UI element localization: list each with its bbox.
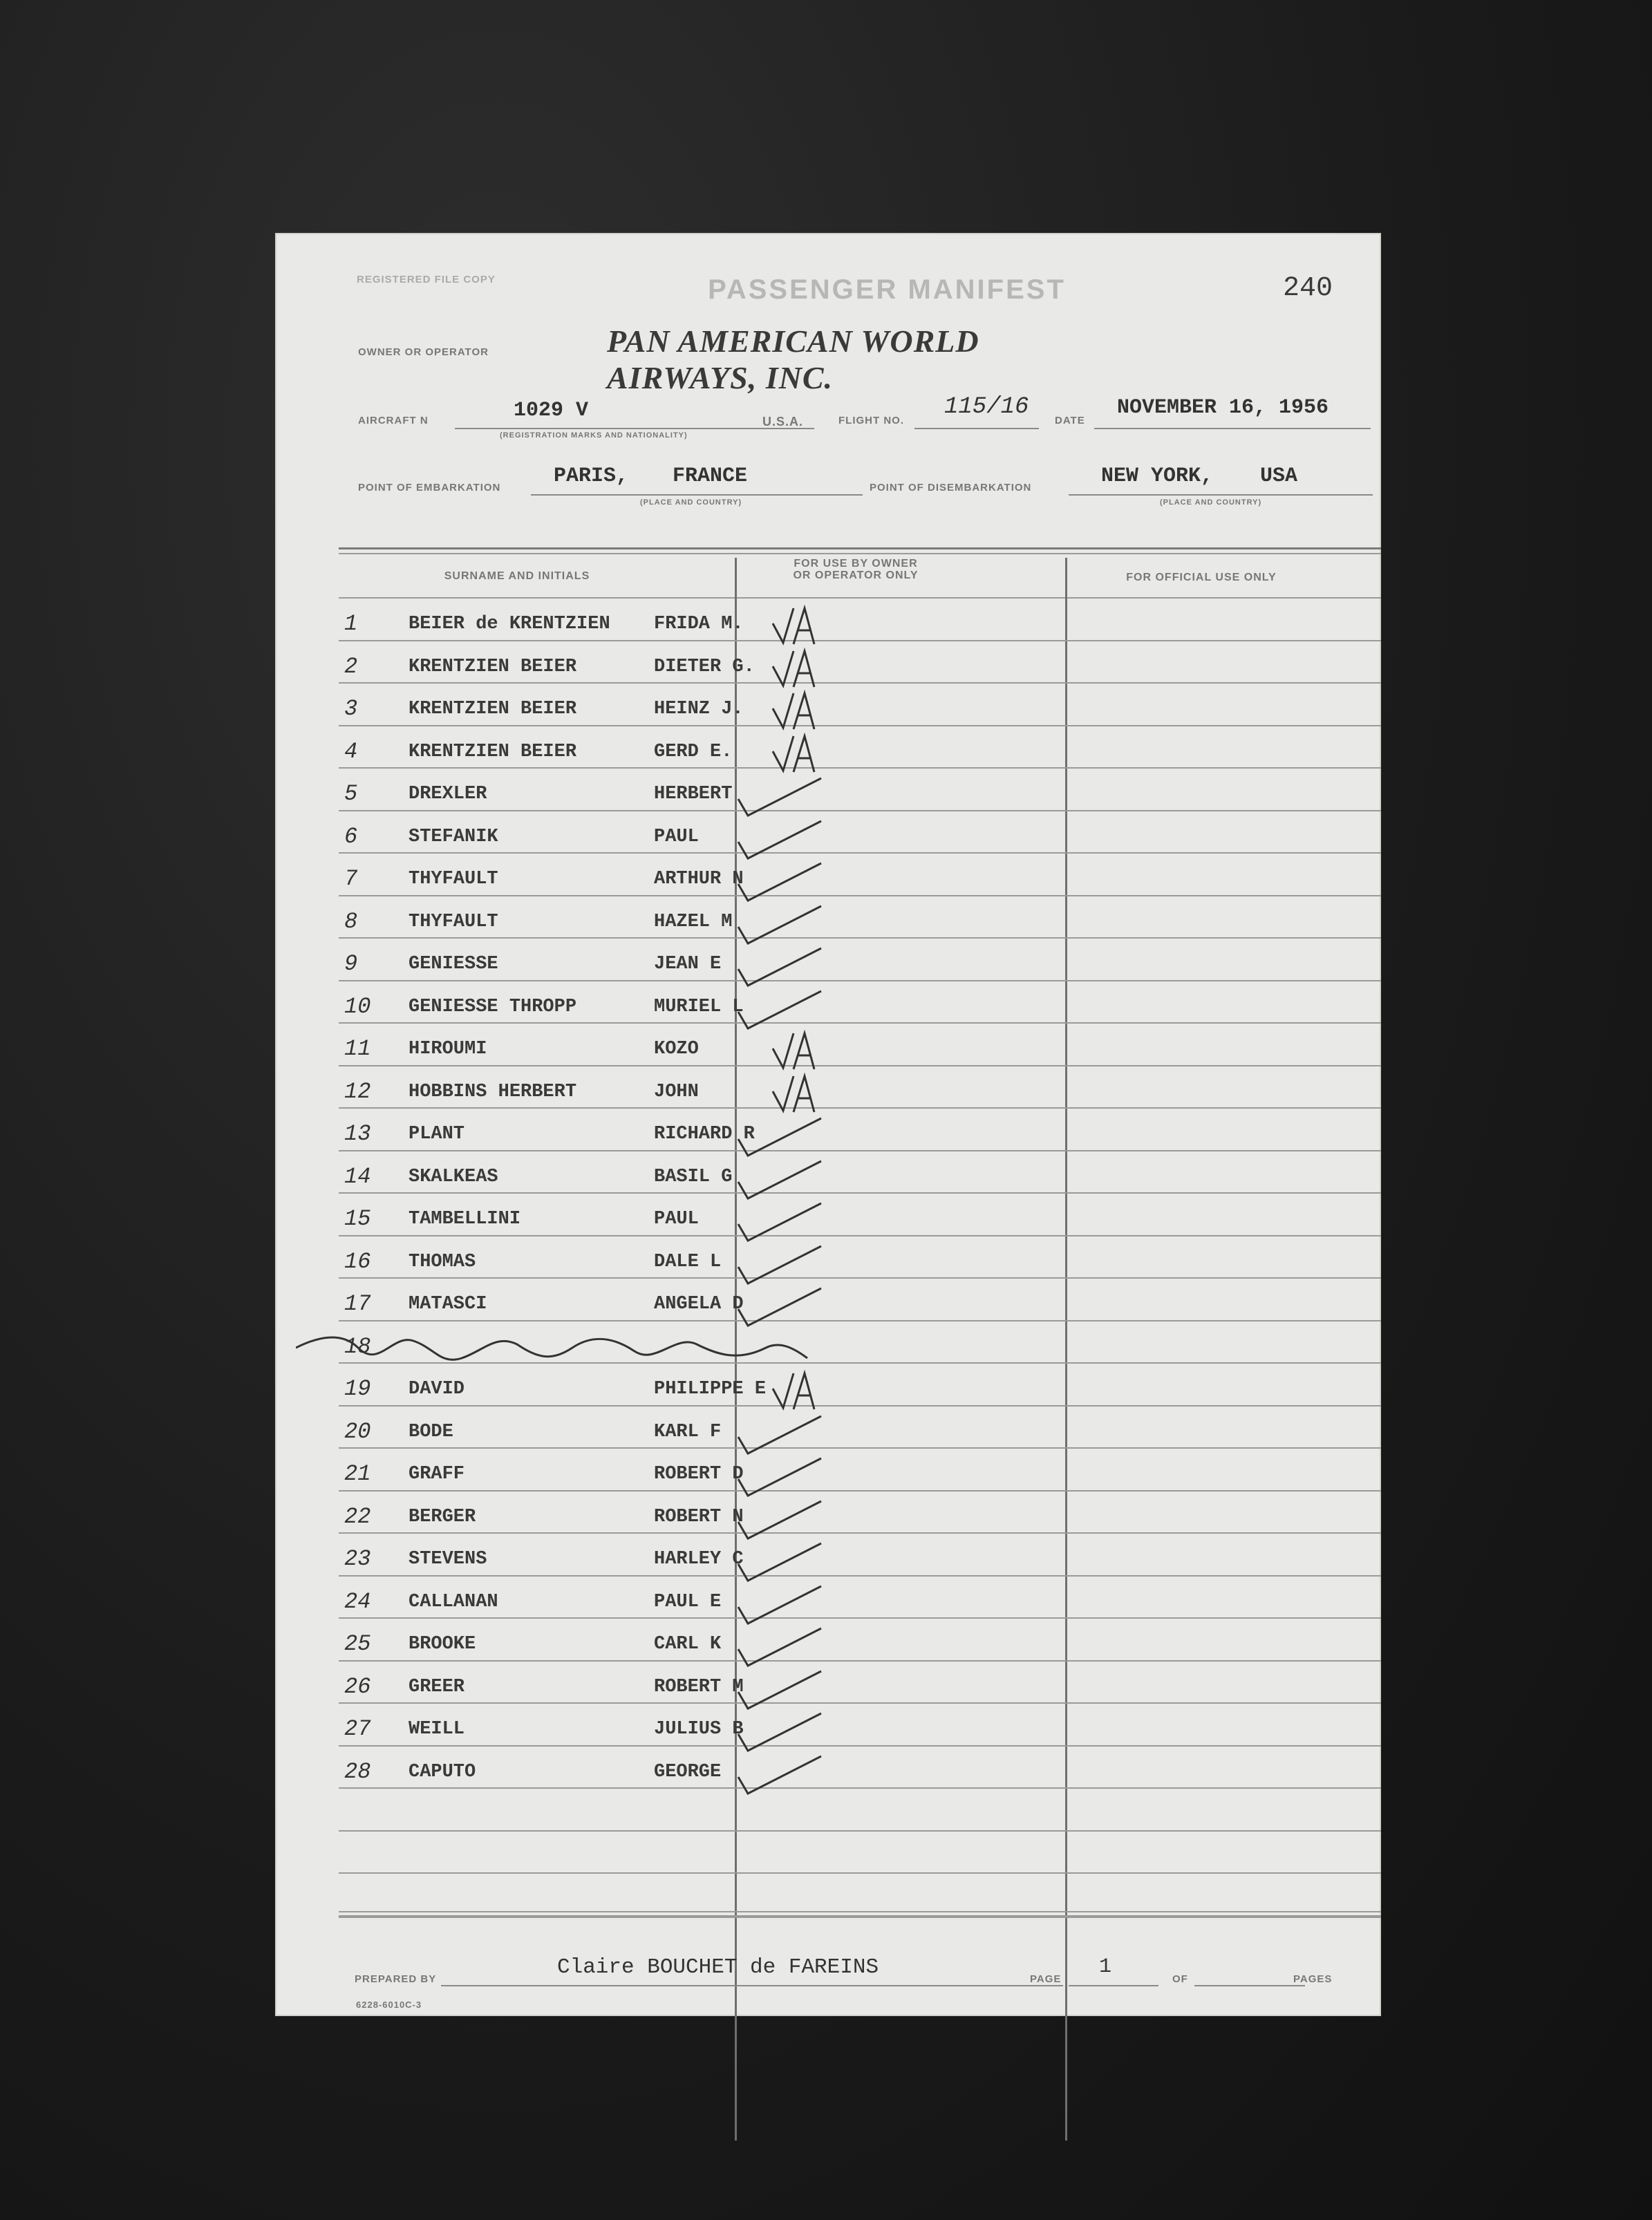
row-number: 23 — [344, 1546, 371, 1572]
aircraft-label: AIRCRAFT N — [358, 415, 429, 426]
aircraft-caption: (REGISTRATION MARKS AND NATIONALITY) — [500, 431, 688, 440]
passenger-given-name: DIETER G. — [654, 656, 755, 677]
passenger-surname: KRENTZIEN BEIER — [409, 741, 577, 762]
row-rule — [339, 1617, 1381, 1619]
row-number: 17 — [344, 1291, 371, 1317]
passenger-given-name: HAZEL M — [654, 911, 733, 932]
row-number: 28 — [344, 1758, 371, 1785]
embarkation-label: POINT OF EMBARKATION — [358, 482, 501, 493]
strikeout-scribble-icon — [296, 1327, 821, 1368]
disembarkation-label: POINT OF DISEMBARKATION — [870, 482, 1032, 493]
row-number: 4 — [344, 738, 358, 764]
embarkation-place: PARIS, — [554, 464, 629, 488]
row-number: 14 — [344, 1163, 371, 1189]
passenger-surname: THYFAULT — [409, 911, 498, 932]
disembarkation-country: USA — [1260, 464, 1298, 488]
row-rule — [339, 1150, 1381, 1151]
table-bottom-rule-2 — [339, 1917, 1381, 1918]
check-mark-icon — [724, 1198, 828, 1246]
row-number: 26 — [344, 1673, 371, 1700]
passenger-surname: BODE — [409, 1421, 453, 1442]
aircraft-line — [455, 428, 814, 429]
row-rule — [339, 1277, 1381, 1279]
row-number: 20 — [344, 1418, 371, 1445]
row-rule — [339, 1405, 1381, 1407]
check-mark-icon — [724, 1113, 828, 1161]
check-mark-icon — [724, 816, 828, 864]
check-mark-icon — [724, 603, 828, 651]
prepared-by-value: Claire BOUCHET de FAREINS — [557, 1955, 879, 1979]
disembarkation-line — [1069, 494, 1373, 496]
passenger-given-name: FRIDA M. — [654, 614, 744, 634]
check-mark-icon — [724, 731, 828, 779]
date-value: NOVEMBER 16, 1956 — [1117, 396, 1329, 420]
check-mark-icon — [724, 1708, 828, 1756]
passenger-surname: BERGER — [409, 1506, 476, 1527]
row-rule — [339, 640, 1381, 641]
row-number: 7 — [344, 866, 358, 892]
passenger-surname: KRENTZIEN BEIER — [409, 656, 577, 677]
row-rule — [339, 725, 1381, 726]
check-mark-icon — [724, 1453, 828, 1501]
check-mark-icon — [724, 1156, 828, 1204]
row-rule — [339, 1575, 1381, 1577]
flight-line — [914, 428, 1039, 429]
of-label: OF — [1172, 1973, 1188, 1985]
row-rule — [339, 1490, 1381, 1492]
passenger-surname: HOBBINS HERBERT — [409, 1081, 577, 1102]
date-label: DATE — [1055, 415, 1085, 426]
passenger-surname: WEILL — [409, 1719, 465, 1740]
passenger-surname: MATASCI — [409, 1294, 487, 1315]
row-number: 12 — [344, 1078, 371, 1104]
table-bottom-rule — [339, 1911, 1381, 1912]
check-mark-icon — [724, 986, 828, 1034]
passenger-surname: DAVID — [409, 1379, 465, 1400]
header-bottom-rule — [339, 597, 1381, 599]
row-number: 27 — [344, 1716, 371, 1742]
aircraft-value: 1029 V — [514, 399, 589, 422]
row-rule — [339, 852, 1381, 854]
passenger-given-name: GERD E. — [654, 741, 733, 762]
column-header-official-use: FOR OFFICIAL USE ONLY — [1126, 572, 1277, 583]
passenger-given-name: PAUL — [654, 826, 699, 847]
disembarkation-place: NEW YORK, — [1101, 464, 1214, 488]
passenger-surname: BROOKE — [409, 1634, 476, 1655]
row-rule — [339, 895, 1381, 896]
row-rule — [339, 1702, 1381, 1704]
check-mark-icon — [724, 901, 828, 949]
flight-label: FLIGHT NO. — [838, 415, 904, 426]
row-number: 6 — [344, 823, 358, 849]
check-mark-icon — [724, 773, 828, 821]
embarkation-caption: (PLACE AND COUNTRY) — [640, 498, 742, 507]
check-mark-icon — [724, 1496, 828, 1544]
row-number: 22 — [344, 1503, 371, 1530]
passenger-surname: DREXLER — [409, 784, 487, 805]
airline-name: PAN AMERICAN WORLD AIRWAYS, INC. — [607, 323, 979, 395]
passenger-given-name: GEORGE — [654, 1761, 722, 1782]
passenger-given-name: HERBERT — [654, 784, 733, 805]
passenger-surname: STEVENS — [409, 1549, 487, 1570]
passenger-given-name: MURIEL L — [654, 996, 744, 1017]
row-number: 15 — [344, 1206, 371, 1232]
check-mark-icon — [724, 1368, 828, 1416]
check-mark-icon — [724, 1071, 828, 1119]
owner-label: OWNER OR OPERATOR — [358, 346, 489, 358]
row-rule — [339, 682, 1381, 684]
passenger-given-name: DALE L — [654, 1251, 722, 1272]
row-rule — [339, 980, 1381, 981]
passenger-surname: TAMBELLINI — [409, 1209, 521, 1230]
row-rule — [339, 767, 1381, 769]
passenger-given-name: RICHARD R — [654, 1124, 755, 1145]
flight-value: 115/16 — [944, 394, 1029, 420]
row-number: 5 — [344, 781, 358, 807]
row-rule — [339, 1320, 1381, 1321]
check-mark-icon — [724, 1538, 828, 1586]
aircraft-country: U.S.A. — [762, 415, 804, 429]
row-number: 21 — [344, 1461, 371, 1487]
pages-label: PAGES — [1293, 1973, 1333, 1985]
check-mark-icon — [724, 1751, 828, 1799]
check-mark-icon — [724, 1028, 828, 1076]
row-number: 25 — [344, 1631, 371, 1657]
date-line — [1094, 428, 1371, 429]
check-mark-icon — [724, 1623, 828, 1671]
passenger-surname: GENIESSE — [409, 954, 498, 975]
row-number: 9 — [344, 951, 358, 977]
passenger-surname: CAPUTO — [409, 1761, 476, 1782]
passenger-surname: PLANT — [409, 1124, 465, 1145]
page-label: PAGE — [1030, 1973, 1062, 1985]
passenger-given-name: JOHN — [654, 1081, 699, 1102]
table-top-rule — [339, 547, 1381, 549]
passenger-given-name: PAUL E — [654, 1591, 722, 1612]
check-mark-icon — [724, 688, 828, 736]
registered-stamp: REGISTERED FILE COPY — [357, 274, 496, 285]
passenger-given-name: HARLEY C — [654, 1549, 744, 1570]
row-rule — [339, 1107, 1381, 1109]
row-rule — [339, 937, 1381, 939]
row-number: 10 — [344, 993, 371, 1019]
passenger-surname: GENIESSE THROPP — [409, 996, 577, 1017]
row-rule — [339, 1745, 1381, 1747]
passenger-given-name: BASIL G — [654, 1166, 733, 1187]
row-rule — [339, 1830, 1381, 1832]
row-number: 18 — [344, 1333, 371, 1360]
passenger-surname: STEFANIK — [409, 826, 498, 847]
passenger-surname: HIROUMI — [409, 1039, 487, 1060]
passenger-given-name: JEAN E — [654, 954, 722, 975]
row-number: 11 — [344, 1036, 371, 1062]
passenger-given-name: ARTHUR N — [654, 869, 744, 890]
embarkation-line — [531, 494, 863, 496]
passenger-given-name: JULIUS B — [654, 1719, 744, 1740]
passenger-surname: GREER — [409, 1676, 465, 1697]
passenger-given-name: ROBERT M — [654, 1676, 744, 1697]
passenger-given-name: ROBERT D — [654, 1464, 744, 1485]
row-rule — [339, 1022, 1381, 1024]
page-number: 240 — [1283, 273, 1333, 304]
column-header-owner-use: FOR USE BY OWNER OR OPERATOR ONLY — [793, 558, 919, 581]
passenger-surname: BEIER de KRENTZIEN — [409, 614, 610, 634]
page-line — [1069, 1985, 1158, 1986]
form-number: 6228-6010C-3 — [356, 2000, 422, 2010]
disembarkation-caption: (PLACE AND COUNTRY) — [1160, 498, 1262, 507]
passenger-surname: THOMAS — [409, 1251, 476, 1272]
row-number: 1 — [344, 611, 358, 637]
passenger-given-name: ROBERT N — [654, 1506, 744, 1527]
column-header-surname: SURNAME AND INITIALS — [444, 570, 590, 582]
row-number: 16 — [344, 1248, 371, 1274]
row-rule — [339, 1447, 1381, 1449]
check-mark-icon — [724, 1581, 828, 1629]
prepared-by-label: PREPARED BY — [355, 1973, 437, 1985]
row-rule — [339, 1660, 1381, 1662]
passenger-given-name: KOZO — [654, 1039, 699, 1060]
check-mark-icon — [724, 1666, 828, 1714]
manifest-sheet — [275, 233, 1381, 2016]
row-rule — [339, 810, 1381, 811]
row-rule — [339, 1192, 1381, 1194]
row-rule — [339, 1787, 1381, 1789]
passenger-given-name: CARL K — [654, 1634, 722, 1655]
passenger-surname: KRENTZIEN BEIER — [409, 699, 577, 719]
passenger-surname: THYFAULT — [409, 869, 498, 890]
row-rule — [339, 1872, 1381, 1874]
row-rule — [339, 1235, 1381, 1236]
passenger-given-name: PHILIPPE E — [654, 1379, 767, 1400]
row-number: 2 — [344, 653, 358, 679]
divider-owner-official — [1065, 558, 1067, 2141]
row-number: 8 — [344, 908, 358, 934]
check-mark-icon — [724, 1283, 828, 1331]
passenger-given-name: HEINZ J. — [654, 699, 744, 719]
table-top-rule-2 — [339, 553, 1381, 554]
row-number: 13 — [344, 1121, 371, 1147]
passenger-given-name: KARL F — [654, 1421, 722, 1442]
row-number: 19 — [344, 1376, 371, 1402]
check-mark-icon — [724, 1241, 828, 1289]
check-mark-icon — [724, 646, 828, 694]
prepared-by-line — [441, 1985, 1063, 1986]
row-rule — [339, 1532, 1381, 1534]
passenger-surname: SKALKEAS — [409, 1166, 498, 1187]
check-mark-icon — [724, 858, 828, 906]
row-rule — [339, 1065, 1381, 1066]
passenger-given-name: ANGELA D — [654, 1294, 744, 1315]
row-number: 3 — [344, 696, 358, 722]
page-value: 1 — [1099, 1955, 1112, 1979]
document-title: PASSENGER MANIFEST — [708, 274, 1066, 305]
check-mark-icon — [724, 943, 828, 991]
passenger-given-name: PAUL — [654, 1209, 699, 1230]
row-number: 24 — [344, 1588, 371, 1615]
of-line — [1194, 1985, 1305, 1986]
check-mark-icon — [724, 1411, 828, 1459]
embarkation-country: FRANCE — [673, 464, 748, 488]
passenger-surname: GRAFF — [409, 1464, 465, 1485]
passenger-surname: CALLANAN — [409, 1591, 498, 1612]
